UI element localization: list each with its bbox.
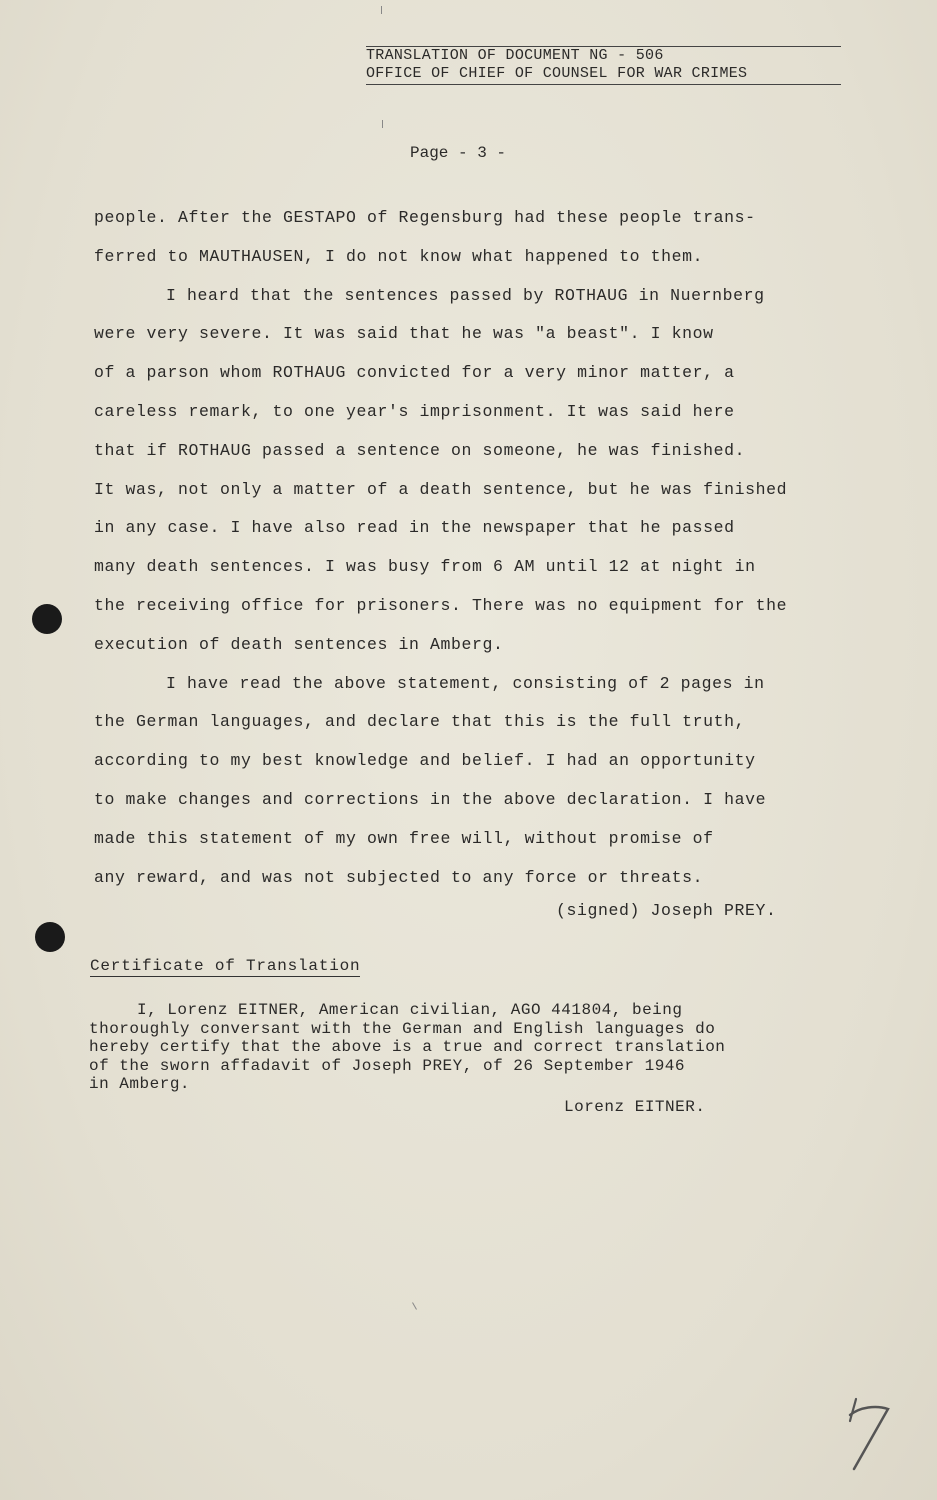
statement-line: of a parson whom ROTHAUG convicted for a very minor matter, a (94, 363, 735, 383)
certificate-body (89, 1001, 725, 1094)
statement-line: people. After the GESTAPO of Regensburg had these people trans- (94, 208, 756, 227)
page-number: Page - 3 - (410, 144, 507, 162)
certificate-heading: Certificate of Translation (90, 957, 361, 975)
statement-line: made this statement of my own free will, without promise of (94, 828, 714, 848)
statement-line: many death sentences. I was busy from 6 AM until 12 at night in (94, 557, 756, 577)
statement-line: according to my best knowledge and belief. I had an opportunity (94, 751, 756, 771)
statement-line: I heard that the sentences passed by ROTHAUG in Nuernberg (166, 285, 765, 305)
certificate-line: in Amberg. (89, 1075, 191, 1093)
header-office: OFFICE OF CHIEF OF COUNSEL FOR WAR CRIMES (366, 65, 841, 85)
statement-line: in any case. I have also read in the newspaper that he passed (94, 518, 735, 538)
statement-line: were very severe. It was said that he was "a beast". I know (94, 324, 714, 344)
statement-body (94, 199, 874, 897)
certificate-line: of the sworn affadavit of Joseph PREY, of 26 September 1946 (89, 1056, 685, 1075)
statement-line: execution of death sentences in Amberg. (94, 634, 504, 654)
statement-line: ferred to MAUTHAUSEN, I do not know what happened to them. (94, 246, 704, 266)
document-header (366, 46, 841, 85)
certificate-line: I, Lorenz EITNER, American civilian, AGO 441804, being (137, 1001, 683, 1019)
statement-line: that if ROTHAUG passed a sentence on someone, he was finished. (94, 440, 746, 460)
punch-hole (32, 604, 62, 634)
scan-mark (381, 6, 382, 14)
certificate-line: hereby certify that the above is a true and correct translation (89, 1038, 726, 1056)
translator-signature: Lorenz EITNER. (564, 1098, 706, 1116)
statement-line: the German languages, and declare that this is the full truth, (94, 712, 746, 732)
handwritten-page-number-icon (836, 1393, 896, 1473)
certificate-line: thoroughly conversant with the German and English languages do (89, 1019, 716, 1038)
scan-mark (382, 120, 383, 128)
statement-line: I have read the above statement, consisting of 2 pages in (166, 673, 765, 693)
punch-hole (35, 922, 65, 952)
statement-line: any reward, and was not subjected to any force or threats. (94, 867, 704, 887)
affiant-signature: (signed) Joseph PREY. (556, 901, 777, 920)
statement-line: careless remark, to one year's imprisonment. It was said here (94, 401, 735, 421)
statement-line: to make changes and corrections in the above declaration. I have (94, 789, 767, 809)
header-title: TRANSLATION OF DOCUMENT NG - 506 (366, 46, 841, 65)
statement-line: It was, not only a matter of a death sentence, but he was finished (94, 479, 788, 499)
statement-line: the receiving office for prisoners. There was no equipment for the (94, 595, 788, 615)
